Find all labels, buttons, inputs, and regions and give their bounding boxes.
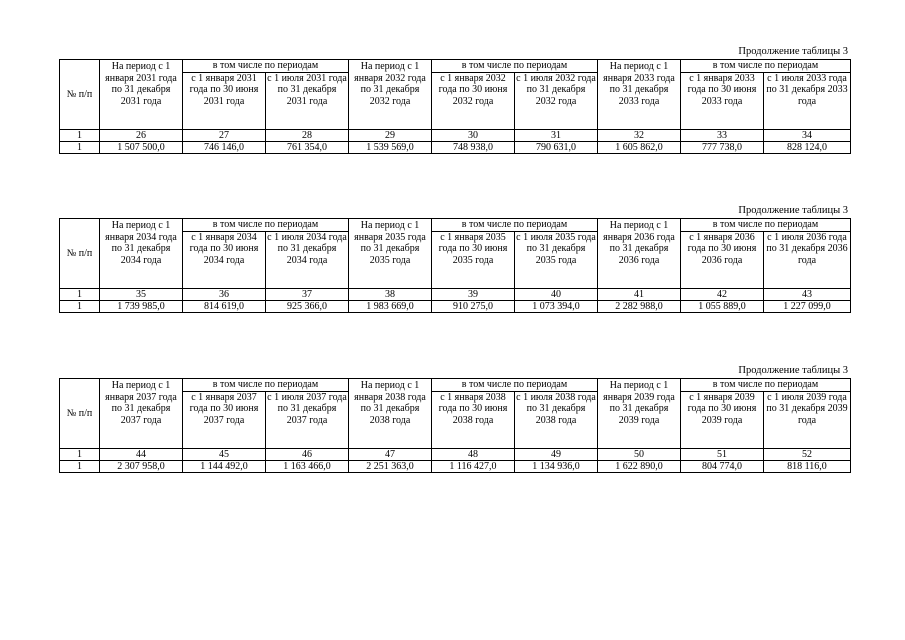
subperiod-header: в том числе по периодам xyxy=(681,379,851,392)
column-number: 42 xyxy=(681,288,764,300)
first-half-header: с 1 января 2038 года по 30 июня 2038 года xyxy=(432,391,515,448)
column-number: 43 xyxy=(764,288,851,300)
row-number-header: № п/п xyxy=(60,379,100,449)
table-block-3 xyxy=(59,365,850,473)
value-cell: 746 146,0 xyxy=(183,141,266,153)
subperiod-header: в том числе по периодам xyxy=(681,219,851,232)
value-cell: 2 251 363,0 xyxy=(349,460,432,472)
first-half-header: с 1 января 2031 года по 30 июня 2031 года xyxy=(183,72,266,129)
row-number-header: № п/п xyxy=(60,219,100,289)
column-number: 33 xyxy=(681,129,764,141)
column-number: 50 xyxy=(598,448,681,460)
column-number: 1 xyxy=(60,129,100,141)
value-cell: 1 144 492,0 xyxy=(183,460,266,472)
column-number: 26 xyxy=(100,129,183,141)
continuation-caption: Продолжение таблицы 3 xyxy=(738,365,848,376)
full-period-header: На период с 1 января 2038 года по 31 декабря 2038 года xyxy=(349,379,432,449)
row-number-header: № п/п xyxy=(60,60,100,130)
value-cell: 1 163 466,0 xyxy=(266,460,349,472)
table-row xyxy=(60,460,851,472)
column-number: 37 xyxy=(266,288,349,300)
subperiod-header: в том числе по периодам xyxy=(432,219,598,232)
data-table-3 xyxy=(59,378,851,473)
second-half-header: с 1 июля 2037 года по 31 декабря 2037 года xyxy=(266,391,349,448)
value-cell: 818 116,0 xyxy=(764,460,851,472)
subperiod-header: в том числе по периодам xyxy=(432,60,598,73)
subperiod-header: в том числе по периодам xyxy=(183,219,349,232)
subperiod-header: в том числе по периодам xyxy=(183,60,349,73)
value-cell: 1 073 394,0 xyxy=(515,300,598,312)
value-cell: 2 307 958,0 xyxy=(100,460,183,472)
first-half-header: с 1 января 2039 года по 30 июня 2039 года xyxy=(681,391,764,448)
first-half-header: с 1 января 2035 года по 30 июня 2035 года xyxy=(432,231,515,288)
second-half-header: с 1 июля 2031 года по 31 декабря 2031 года xyxy=(266,72,349,129)
value-cell: 748 938,0 xyxy=(432,141,515,153)
column-number: 29 xyxy=(349,129,432,141)
value-cell: 1 539 569,0 xyxy=(349,141,432,153)
value-cell: 761 354,0 xyxy=(266,141,349,153)
column-number: 32 xyxy=(598,129,681,141)
column-number: 44 xyxy=(100,448,183,460)
column-number: 1 xyxy=(60,288,100,300)
column-number: 39 xyxy=(432,288,515,300)
table-row xyxy=(60,300,851,312)
full-period-header: На период с 1 января 2036 года по 31 декабря 2036 года xyxy=(598,219,681,289)
value-cell: 1 xyxy=(60,460,100,472)
value-cell: 1 622 890,0 xyxy=(598,460,681,472)
full-period-header: На период с 1 января 2031 года по 31 декабря 2031 года xyxy=(100,60,183,130)
column-number: 1 xyxy=(60,448,100,460)
value-cell: 1 739 985,0 xyxy=(100,300,183,312)
subperiod-header: в том числе по периодам xyxy=(681,60,851,73)
first-half-header: с 1 января 2034 года по 30 июня 2034 года xyxy=(183,231,266,288)
column-number: 47 xyxy=(349,448,432,460)
column-number: 35 xyxy=(100,288,183,300)
full-period-header: На период с 1 января 2033 года по 31 декабря 2033 года xyxy=(598,60,681,130)
value-cell: 1 116 427,0 xyxy=(432,460,515,472)
full-period-header: На период с 1 января 2039 года по 31 декабря 2039 года xyxy=(598,379,681,449)
value-cell: 1 xyxy=(60,300,100,312)
column-number: 52 xyxy=(764,448,851,460)
second-half-header: с 1 июля 2035 года по 31 декабря 2035 года xyxy=(515,231,598,288)
value-cell: 2 282 988,0 xyxy=(598,300,681,312)
value-cell: 790 631,0 xyxy=(515,141,598,153)
first-half-header: с 1 января 2037 года по 30 июня 2037 года xyxy=(183,391,266,448)
column-number: 36 xyxy=(183,288,266,300)
column-number: 28 xyxy=(266,129,349,141)
data-table-2 xyxy=(59,218,851,313)
value-cell: 925 366,0 xyxy=(266,300,349,312)
column-number: 38 xyxy=(349,288,432,300)
subperiod-header: в том числе по периодам xyxy=(432,379,598,392)
value-cell: 804 774,0 xyxy=(681,460,764,472)
first-half-header: с 1 января 2036 года по 30 июня 2036 года xyxy=(681,231,764,288)
second-half-header: с 1 июля 2036 года по 31 декабря 2036 года xyxy=(764,231,851,288)
value-cell: 910 275,0 xyxy=(432,300,515,312)
full-period-header: На период с 1 января 2037 года по 31 декабря 2037 года xyxy=(100,379,183,449)
full-period-header: На период с 1 января 2035 года по 31 декабря 2035 года xyxy=(349,219,432,289)
value-cell: 1 507 500,0 xyxy=(100,141,183,153)
subperiod-header: в том числе по периодам xyxy=(183,379,349,392)
second-half-header: с 1 июля 2032 года по 31 декабря 2032 года xyxy=(515,72,598,129)
column-number: 40 xyxy=(515,288,598,300)
second-half-header: с 1 июля 2034 года по 31 декабря 2034 года xyxy=(266,231,349,288)
column-number: 34 xyxy=(764,129,851,141)
column-number: 41 xyxy=(598,288,681,300)
second-half-header: с 1 июля 2038 года по 31 декабря 2038 года xyxy=(515,391,598,448)
value-cell: 1 055 889,0 xyxy=(681,300,764,312)
column-number: 31 xyxy=(515,129,598,141)
value-cell: 1 227 099,0 xyxy=(764,300,851,312)
continuation-caption: Продолжение таблицы 3 xyxy=(738,205,848,216)
value-cell: 814 619,0 xyxy=(183,300,266,312)
data-table-1 xyxy=(59,59,851,154)
column-number: 30 xyxy=(432,129,515,141)
column-number: 27 xyxy=(183,129,266,141)
continuation-caption: Продолжение таблицы 3 xyxy=(738,46,848,57)
table-row xyxy=(60,141,851,153)
full-period-header: На период с 1 января 2034 года по 31 декабря 2034 года xyxy=(100,219,183,289)
second-half-header: с 1 июля 2033 года по 31 декабря 2033 года xyxy=(764,72,851,129)
table-block-2 xyxy=(59,205,850,313)
column-number: 51 xyxy=(681,448,764,460)
value-cell: 1 xyxy=(60,141,100,153)
value-cell: 1 983 669,0 xyxy=(349,300,432,312)
value-cell: 777 738,0 xyxy=(681,141,764,153)
value-cell: 828 124,0 xyxy=(764,141,851,153)
first-half-header: с 1 января 2033 года по 30 июня 2033 года xyxy=(681,72,764,129)
column-number: 45 xyxy=(183,448,266,460)
second-half-header: с 1 июля 2039 года по 31 декабря 2039 года xyxy=(764,391,851,448)
full-period-header: На период с 1 января 2032 года по 31 декабря 2032 года xyxy=(349,60,432,130)
column-number: 49 xyxy=(515,448,598,460)
first-half-header: с 1 января 2032 года по 30 июня 2032 года xyxy=(432,72,515,129)
table-block-1 xyxy=(59,46,850,154)
column-number: 48 xyxy=(432,448,515,460)
column-number: 46 xyxy=(266,448,349,460)
value-cell: 1 134 936,0 xyxy=(515,460,598,472)
value-cell: 1 605 862,0 xyxy=(598,141,681,153)
